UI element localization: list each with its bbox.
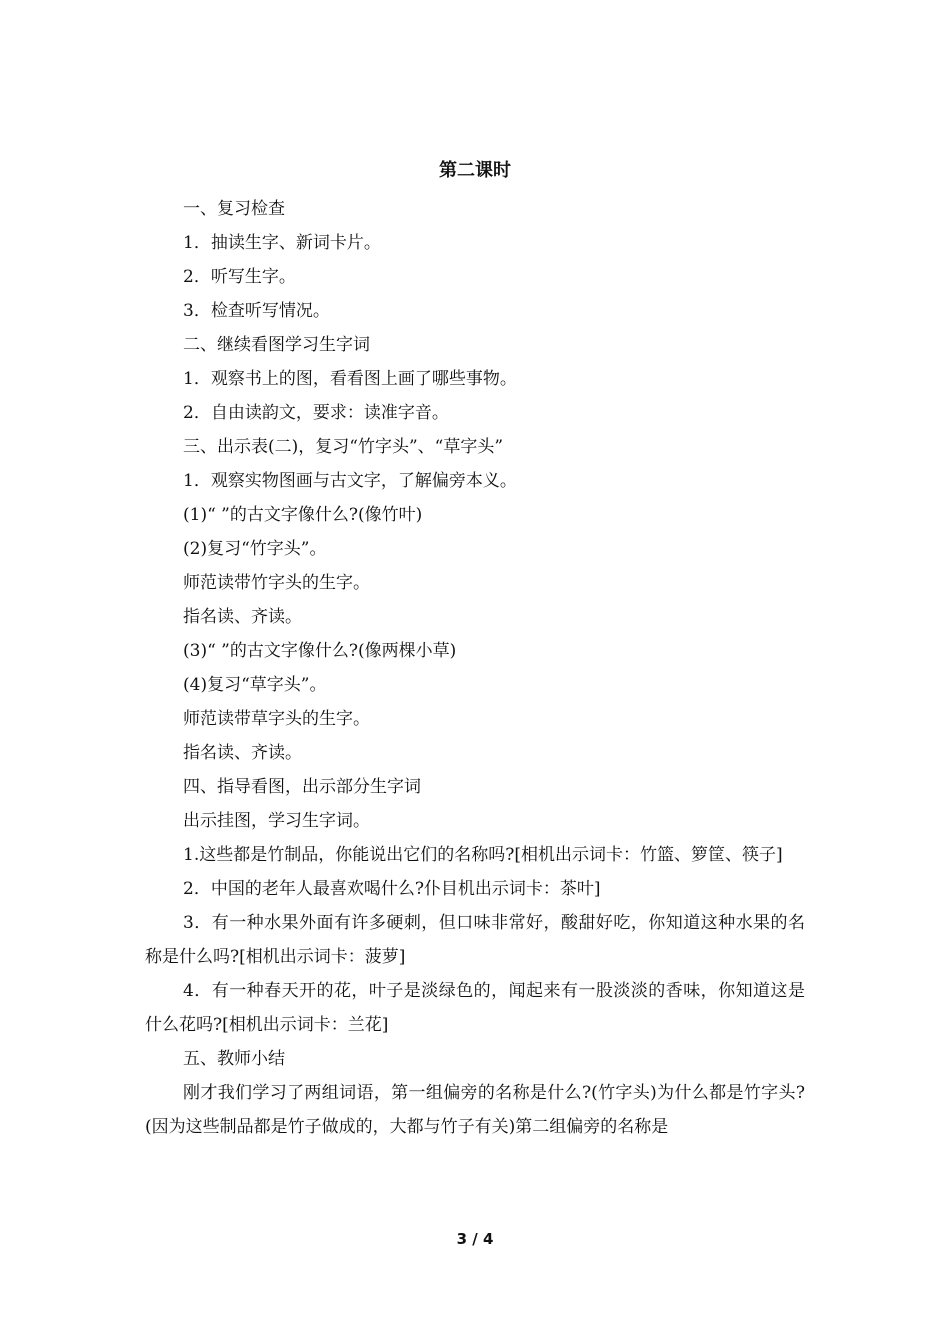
paragraph: 指名读、齐读。 <box>183 743 302 763</box>
page-title: 第二课时 <box>439 160 511 181</box>
paragraph: 2．自由读韵文，要求：读准字音。 <box>183 403 449 423</box>
paragraph: (4)复习“草字头”。 <box>183 675 327 695</box>
paragraph: 1．观察实物图画与古文字，了解偏旁本义。 <box>183 471 517 491</box>
paragraph: 1.这些都是竹制品，你能说出它们的名称吗?[相机出示词卡：竹篮、箩筐、筷子] <box>183 845 783 865</box>
paragraph: (3)“ ”的古文字像什么?(像两棵小草) <box>183 641 457 661</box>
paragraph: (1)“ ”的古文字像什么?(像竹叶) <box>183 505 423 525</box>
document-body <box>145 192 805 1144</box>
paragraph: 四、指导看图，出示部分生字词 <box>183 777 421 797</box>
paragraph: 3．有一种水果外面有许多硬刺，但口味非常好，酸甜好吃，你知道这种水果的名称是什么吗?[相机出示词卡：菠萝] <box>145 913 805 967</box>
paragraph: 1．抽读生字、新词卡片。 <box>183 233 381 253</box>
paragraph: 刚才我们学习了两组词语，第一组偏旁的名称是什么?(竹字头)为什么都是竹字头?(因为这些制品都是竹子做成的，大都与竹子有关)第二组偏旁的名称是 <box>145 1083 805 1137</box>
paragraph: 指名读、齐读。 <box>183 607 302 627</box>
paragraph: 师范读带竹字头的生字。 <box>183 573 370 593</box>
paragraph: 一、复习检查 <box>183 199 285 219</box>
page-number: 3 / 4 <box>456 1230 494 1248</box>
paragraph: 1．观察书上的图，看看图上画了哪些事物。 <box>183 369 517 389</box>
paragraph: 三、出示表(二)，复习“竹字头”、“草字头” <box>183 437 504 457</box>
paragraph: 五、教师小结 <box>183 1049 285 1069</box>
paragraph: 2．中国的老年人最喜欢喝什么?仆目机出示词卡：茶叶] <box>183 879 601 899</box>
paragraph: 出示挂图，学习生字词。 <box>183 811 370 831</box>
paragraph: 4．有一种春天开的花，叶子是淡绿色的，闻起来有一股淡淡的香味，你知道这是什么花吗?[相机出示词卡：兰花] <box>145 981 805 1035</box>
paragraph: (2)复习“竹字头”。 <box>183 539 327 559</box>
paragraph: 师范读带草字头的生字。 <box>183 709 370 729</box>
paragraph: 二、继续看图学习生字词 <box>183 335 370 355</box>
paragraph: 3．检查听写情况。 <box>183 301 330 321</box>
paragraph: 2．听写生字。 <box>183 267 296 287</box>
